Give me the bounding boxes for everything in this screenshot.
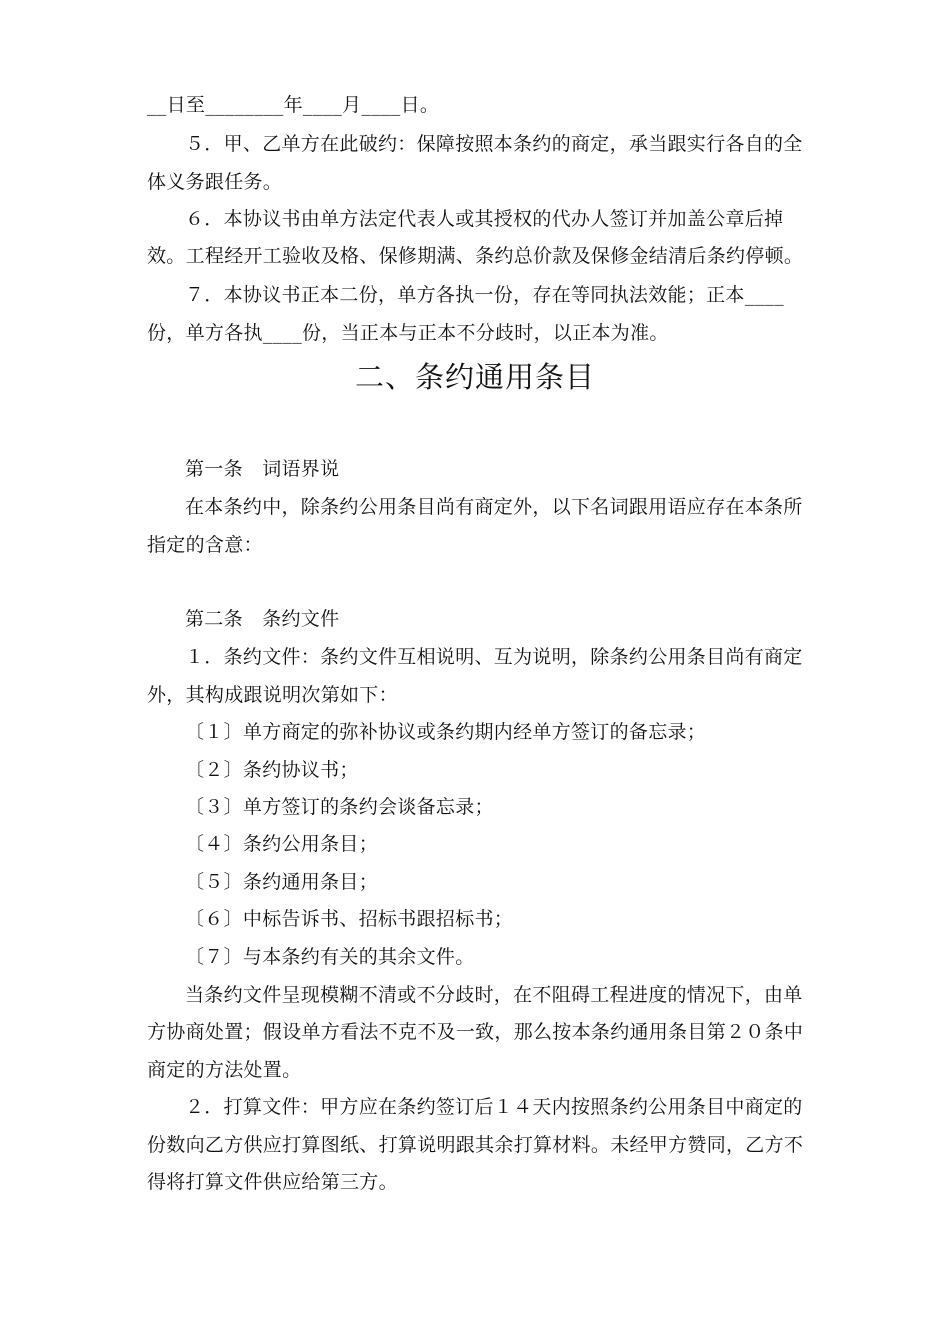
text-line: 商定的方法处置。 bbox=[147, 1059, 302, 1081]
text-line: 当条约文件呈现模糊不清或不分歧时，在不阻碍工程进度的情况下，由单 bbox=[185, 984, 803, 1006]
text-line: 得将打算文件供应给第三方。 bbox=[147, 1171, 398, 1193]
text-line: 〔７〕与本条约有关的其余文件。 bbox=[185, 946, 475, 968]
text-line: 效。工程经开工验收及格、保修期满、条约总价款及保修金结清后条约停顿。 bbox=[147, 245, 804, 267]
text-line: ７．本协议书正本二份，单方各执一份，存在等同执法效能；正本____ bbox=[185, 284, 784, 306]
text-line: 外，其构成跟说明次第如下： bbox=[147, 684, 398, 706]
text-line: 份数向乙方供应打算图纸、打算说明跟其余打算材料。未经甲方赞同，乙方不 bbox=[147, 1134, 804, 1156]
section-title: 二、条约通用条目 bbox=[354, 360, 595, 394]
text-line: ５．甲、乙单方在此破约：保障按照本条约的商定，承当跟实行各自的全 bbox=[185, 133, 803, 155]
text-line: 〔５〕条约通用条目； bbox=[185, 871, 379, 893]
text-line: 份，单方各执____份，当正本与正本不分歧时，以正本为准。 bbox=[147, 322, 669, 344]
text-line: ２．打算文件：甲方应在条约签订后１４天内按照条约公用条目中商定的 bbox=[185, 1096, 803, 1118]
text-line: 在本条约中，除条约公用条目尚有商定外，以下名词跟用语应存在本条所 bbox=[185, 496, 803, 518]
text-line: １．条约文件：条约文件互相说明、互为说明，除条约公用条目尚有商定 bbox=[185, 646, 803, 668]
text-line: 指定的含意： bbox=[147, 534, 263, 556]
text-line: 第一条 词语界说 bbox=[185, 458, 340, 480]
text-line: 〔４〕条约公用条目； bbox=[185, 833, 379, 855]
text-line: 〔１〕单方商定的弥补协议或条约期内经单方签订的备忘录； bbox=[185, 721, 707, 743]
text-line: 方协商处置；假设单方看法不克不及一致，那么按本条约通用条目第２０条中 bbox=[147, 1021, 804, 1043]
text-line: 〔３〕单方签订的条约会谈备忘录； bbox=[185, 796, 494, 818]
text-line: 〔２〕条约协议书； bbox=[185, 759, 359, 781]
text-line: 〔６〕中标告诉书、招标书跟招标书； bbox=[185, 908, 514, 930]
text-line: __日至________年____月____日。 bbox=[147, 94, 440, 116]
text-line: ６．本协议书由单方法定代表人或其授权的代办人签订并加盖公章后掉 bbox=[185, 208, 784, 230]
text-line: 第二条 条约文件 bbox=[185, 608, 340, 630]
text-line: 体义务跟任务。 bbox=[147, 171, 283, 193]
